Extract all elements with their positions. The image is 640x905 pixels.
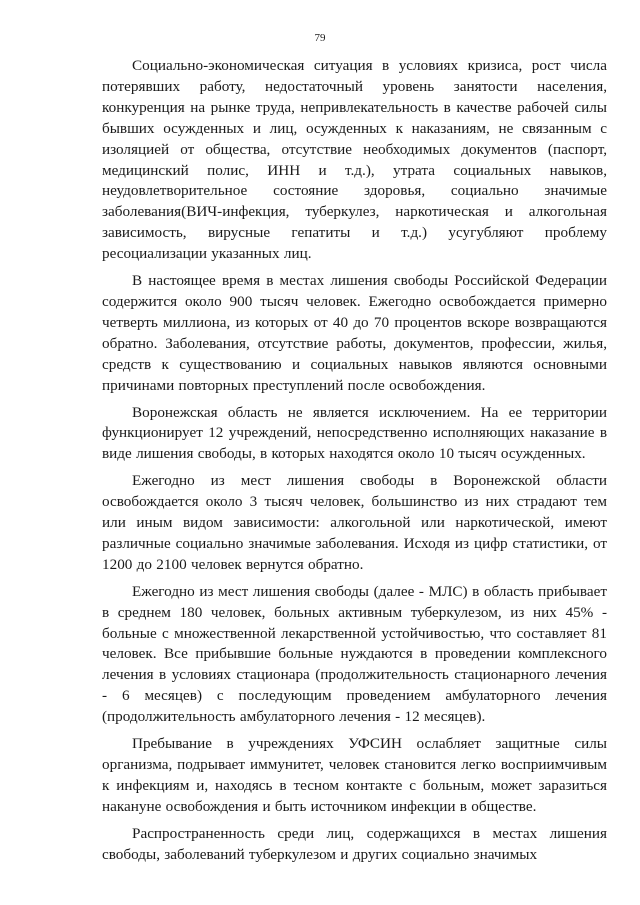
paragraph-disease-prevalence: Распространенность среди лиц, содержащихся в местах лишения свободы, заболеваний туберкулезом и других социально значимых: [102, 824, 607, 863]
paragraph-voronezh-region: Воронежская область не является исключением. На ее территории функционирует 12 учреждений, непосредственно исполняющих наказание в виде лишения свободы, в которых находятся около 10 тысяч осужденных.: [102, 403, 607, 463]
body-text: [102, 56, 607, 866]
paragraph-crisis-situation: Социально-экономическая ситуация в условиях кризиса, рост числа потерявших работу, недостаточный уровень занятости населения, конкуренция на рынке труда, непривлекательность в качестве рабочей силы бывших осужденных и лиц, осужденных к наказаниям, не связанным с изоляцией от общества, отсутствие необходимых документов (паспорт, медицинский полис, ИНН и т.д.), утрата социальных навыков, неудовлетворительное состояние здоровья, социально значимые заболевания(ВИЧ-инфекция, туберкулез, наркотическая и алкогольная зависимость, вирусные гепатиты и т.д.) усугубляют проблему ресоциализации указанных лиц.: [102, 57, 607, 263]
paragraph-ufsin-immunity: Пребывание в учреждениях УФСИН ослабляет защитные силы организма, подрывает иммунитет, человек становится легко восприимчивым к инфекциям и, находясь в тесном контакте с больным, может заразиться накануне освобождения и быть источником инфекции в обществе.: [102, 735, 607, 815]
page-number: 79: [314, 32, 326, 44]
paragraph-prison-population: В настоящее время в местах лишения свободы Российской Федерации содержится около 900 тысяч человек. Ежегодно освобождается примерно четверть миллиона, из которых от 40 до 70 процентов вскоре возвращаются обратно. Заболевания, отсутствие работы, документов, профессии, жилья, средств к существованию и социальных навыков являются основными причинами повторных преступлений после освобождения.: [102, 272, 607, 394]
paragraph-annual-releases: Ежегодно из мест лишения свободы в Воронежской области освобождается около 3 тысяч человек, большинство из них страдают тем или иным видом зависимости: алкогольной или наркотической, имеют различные социально значимые заболевания. Исходя из цифр статистики, от 1200 до 2100 человек вернутся обратно.: [102, 472, 607, 573]
paragraph-tuberculosis-arrivals: Ежегодно из мест лишения свободы (далее - МЛС) в область прибывает в среднем 180 человек, больных активным туберкулезом, из них 45% - больные с множественной лекарственной устойчивостью, что составляет 81 человек. Все прибывшие больные нуждаются в проведении комплексного лечения в условиях стационара (продолжительность стационарного лечения - 6 месяцев) с последующим проведением амбулаторного лечения (продолжительность амбулаторного лечения - 12 месяцев).: [102, 582, 607, 726]
